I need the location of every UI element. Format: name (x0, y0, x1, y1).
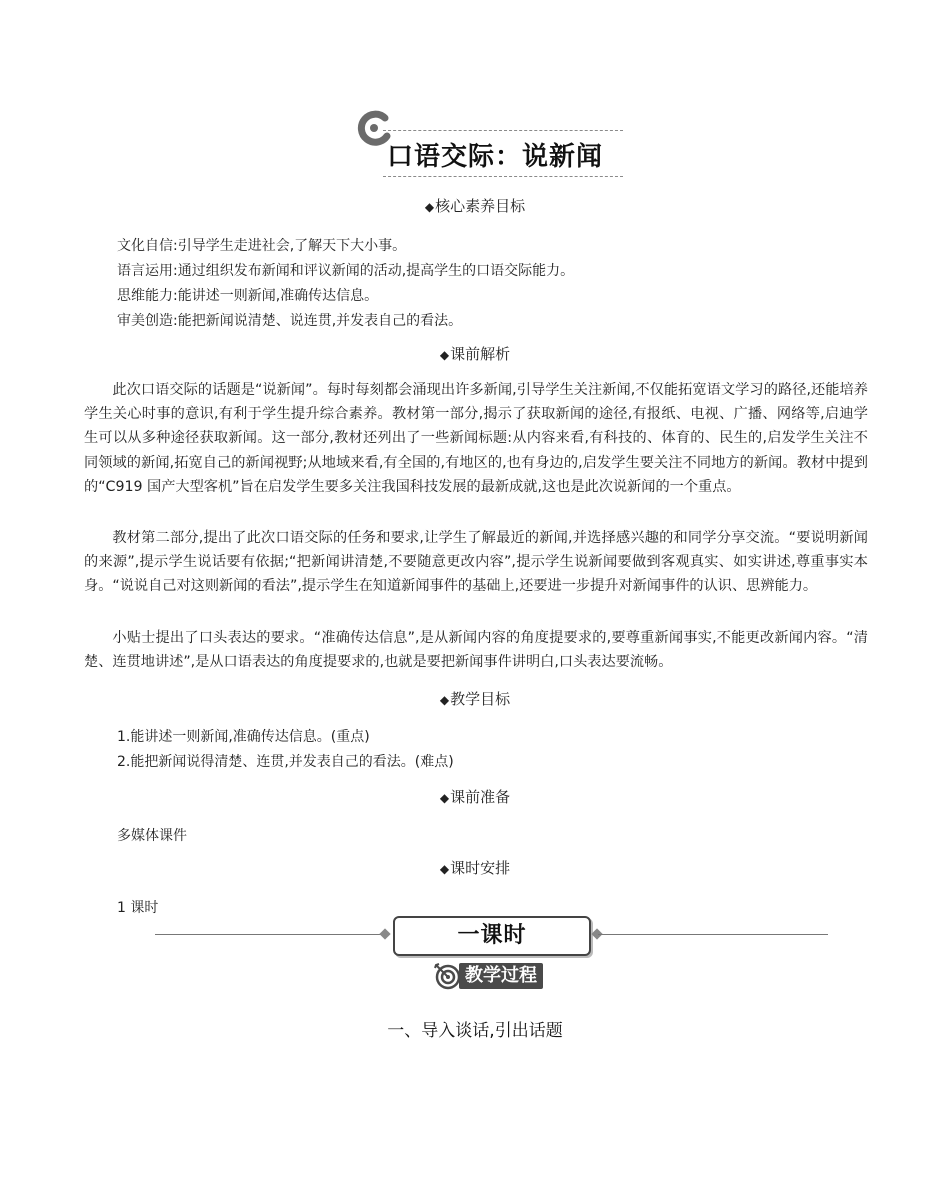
title-bottom-rule (383, 176, 623, 177)
target-icon (433, 962, 461, 990)
diamond-bullet-icon: ◆ (439, 348, 450, 362)
prep-text: 多媒体课件 (117, 828, 187, 844)
section-heading-schedule: ◆课时安排 (439, 859, 511, 877)
banner-rule-right (598, 934, 828, 935)
teaching-goal-item: 2.能把新闻说得清楚、连贯,并发表自己的看法。(难点) (117, 754, 454, 770)
diamond-bullet-icon: ◆ (424, 200, 435, 214)
analysis-paragraph: 此次口语交际的话题是“说新闻”。每时每刻都会涌现出许多新闻,引导学生关注新闻,不仅能拓宽语文学习的路径,还能培养学生关心时事的意识,有利于学生提升综合素养。教材第一部分,揭示了获取新闻的途径,有报纸、电视、广播、网络等,启迪学生可以从多种途径获取新闻。这一部分,教材还列出了一些新闻标题:从内容来看,有科技的、体育的、民生的,启发学生关注不同领域的新闻,拓宽自己的新闻视野;从地域来看,有全国的,有地区的,也有身边的,启发学生要关注不同地方的新闻。教材中提到的“C919 国产大型客机”旨在启发学生要多关注我国科技发展的最新成就,这也是此次说新闻的一个重点。 (84, 382, 868, 495)
core-goal-item: 审美创造:能把新闻说清楚、说连贯,并发表自己的看法。 (117, 313, 463, 329)
title-block (355, 108, 625, 182)
banner-dot-left (379, 928, 390, 939)
step-heading: 一、导入谈话,引出话题 (387, 1021, 563, 1041)
diamond-bullet-icon: ◆ (439, 862, 450, 876)
section-heading-core-goals: ◆核心素养目标 (424, 197, 526, 215)
diamond-bullet-icon: ◆ (439, 791, 450, 805)
core-goal-item: 语言运用:通过组织发布新闻和评议新闻的活动,提高学生的口语交际能力。 (117, 263, 575, 279)
analysis-paragraph: 教材第二部分,提出了此次口语交际的任务和要求,让学生了解最近的新闻,并选择感兴趣的和同学分享交流。“要说明新闻的来源”,提示学生说话要有依据;“把新闻讲清楚,不要随意更改内容”,提示学生说新闻要做到客观真实、如实讲述,尊重事实本身。“说说自己对这则新闻的看法”,提示学生在知道新闻事件的基础上,还要进一步提升对新闻事件的认识、思辨能力。 (84, 530, 868, 595)
core-goal-item: 思维能力:能讲述一则新闻,准确传达信息。 (117, 288, 379, 304)
analysis-paragraph: 小贴士提出了口头表达的要求。“准确传达信息”,是从新闻内容的角度提要求的,要尊重新闻事实,不能更改新闻内容。“清楚、连贯地讲述”,是从口语表达的角度提要求的,也就是要把新闻事件讲明白,口头表达要流畅。 (84, 630, 868, 671)
banner-rule-left (155, 934, 387, 935)
diamond-bullet-icon: ◆ (439, 693, 450, 707)
title-top-rule (383, 130, 623, 131)
teaching-goal-item: 1.能讲述一则新闻,准确传达信息。(重点) (117, 729, 370, 745)
process-badge-label: 教学过程 (459, 963, 543, 989)
page-title: 口语交际：说新闻 (387, 142, 604, 172)
section-heading-prep: ◆课前准备 (439, 788, 511, 806)
lesson-banner: 一课时 (393, 916, 591, 956)
schedule-text: 1 课时 (117, 900, 159, 916)
section-heading-teaching-goals: ◆教学目标 (439, 690, 511, 708)
core-goal-item: 文化自信:引导学生走进社会,了解天下大小事。 (117, 238, 407, 254)
section-heading-analysis: ◆课前解析 (439, 345, 511, 363)
